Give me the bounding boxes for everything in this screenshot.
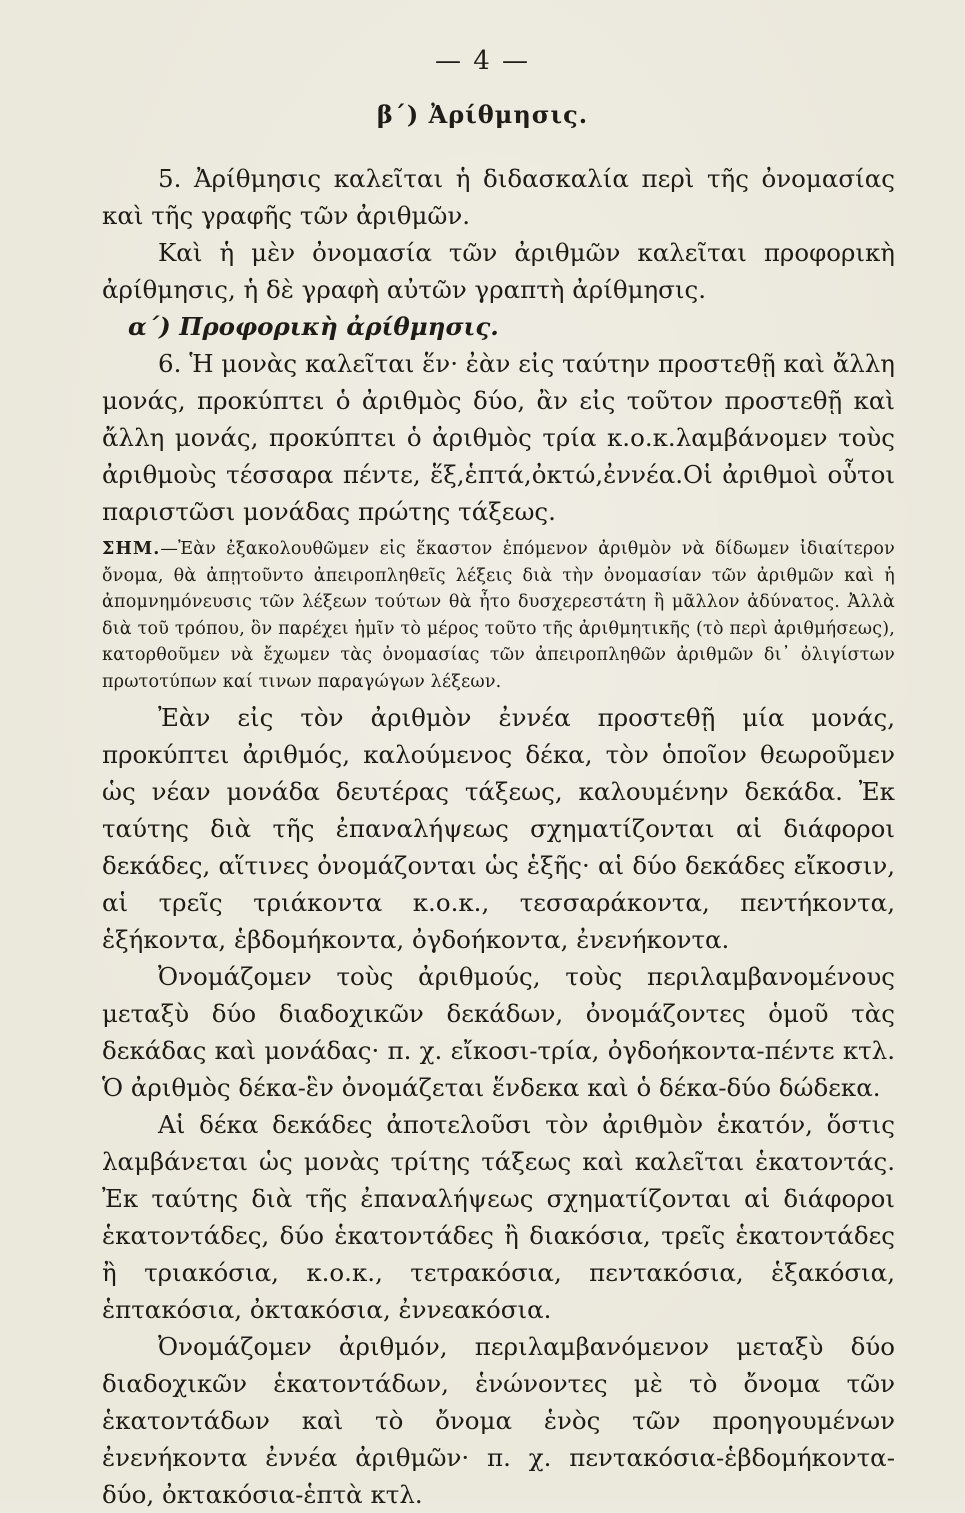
section-heading: β΄) Ἀρίθμησις. [376,100,589,129]
note-block [102,536,895,695]
paragraph-tens: Ἐὰν εἰς τὸν ἀριθμὸν ἐννέα προστεθῇ μία μονάς, προκύπτει ἀριθμός, καλούμενος δέκα, τὸν ὁποῖον θεωροῦμεν ὡς νέαν μονάδα δευτέρας τάξεως, καλουμένην δεκάδα. Ἐκ ταύτης διὰ τῆς ἐπαναλήψεως σχηματίζονται αἱ διάφοροι δεκάδες, αἵτινες ὀνομάζονται ὡς ἑξῆς· αἱ δύο δεκάδες εἴκοσιν, αἱ τρεῖς τριάκοντα κ.ο.κ., τεσσαράκοντα, πεντήκοντα, ἑξήκοντα, ἑβδομήκοντα, ὀγδοήκοντα, ἐνενήκοντα. [102,703,895,954]
page-number: — 4 — [434,46,531,76]
paragraph-naming-between-hundreds: Ὀνομάζομεν ἀριθμόν, περιλαμβανόμενον μεταξὺ δύο διαδοχικῶν ἑκατοντάδων, ἑνώνοντες μὲ τὸ ὄνομα τῶν ἑκατοντάδων καὶ τὸ ὄνομα ἑνὸς τῶν προηγουμένων ἐνενήκοντα ἐννέα ἀριθμῶν· π. χ. πεντακόσια-ἑβδομήκοντα-δύο, ὀκτακόσια-ἑπτὰ κτλ. [102,1332,895,1509]
note-label: ΣΗΜ. [102,539,161,559]
note-text: —Ἐὰν ἐξακολουθῶμεν εἰς ἕκαστον ἑπόμενον ἀριθμὸν νὰ δίδωμεν ἰδιαίτερον ὄνομα, θὰ ἀπῃτοῦντο ἀπειροπληθεῖς λέξεις διὰ τὴν ὀνομασίαν τῶν ἀριθμῶν καὶ ἡ ἀπομνημόνευσις τῶν λέξεων τούτων θὰ ἦτο δυσχερεστάτη ἢ μᾶλλον ἀδύνατος. Ἀλλὰ διὰ τοῦ τρόπου, ὃν παρέχει ἡμῖν τὸ μέρος τοῦτο τῆς ἀριθμητικῆς (τὸ περὶ ἀριθμήσεως), κατορθοῦμεν νὰ ἔχωμεν τὰς ὀνομασίας τῶν ἀπειροπληθῶν ἀριθμῶν δι᾽ ὀλιγίστων πρωτοτύπων καί τινων παραγώγων λέξεων. [102,539,895,692]
subsection-heading: α΄) Προφορικὴ ἀρίθμησις. [128,312,499,341]
paragraph-units: 6. Ἡ μονὰς καλεῖται ἕν· ἐὰν εἰς ταύτην προστεθῇ καὶ ἄλλη μονάς, προκύπτει ὁ ἀριθμὸς δύο, ἂν εἰς τοῦτον προστεθῇ καὶ ἄλλη μονάς, προκύπτει ὁ ἀριθμὸς τρία κ.ο.κ.λαμβάνομεν τοὺς ἀριθμοὺς τέσσαρα πέντε, ἕξ,ἑπτά,ὀκτώ,ἐννέα.Οἱ ἀριθμοὶ οὗτοι παριστῶσι μονάδας πρώτης τάξεως. [102,349,895,526]
paragraph-hundreds: Αἱ δέκα δεκάδες ἀποτελοῦσι τὸν ἀριθμὸν ἑκατόν, ὅστις λαμβάνεται ὡς μονὰς τρίτης τάξεως καὶ καλεῖται ἑκατοντάς. Ἐκ ταύτης διὰ τῆς ἐπαναλήψεως σχηματίζονται αἱ διάφοροι ἑκατοντάδες, δύο ἑκατοντάδες ἢ διακόσια, τρεῖς ἑκατοντάδες ἢ τριακόσια, κ.ο.κ., τετρακόσια, πεντακόσια, ἑξακόσια, ἑπτακόσια, ὀκτακόσια, ἐννεακόσια. [102,1110,895,1324]
body-text [102,160,895,1513]
paragraph-definition: 5. Ἀρίθμησις καλεῖται ἡ διδασκαλία περὶ τῆς ὀνομασίας καὶ τῆς γραφῆς τῶν ἀριθμῶν. [102,164,895,230]
paragraph-oral-written: Καὶ ἡ μὲν ὀνομασία τῶν ἀριθμῶν καλεῖται προφορικὴ ἀρίθμησις, ἡ δὲ γραφὴ αὐτῶν γραπτὴ ἀρίθμησις. [102,238,895,304]
paragraph-naming-between-tens: Ὀνομάζομεν τοὺς ἀριθμούς, τοὺς περιλαμβανομένους μεταξὺ δύο διαδοχικῶν δεκάδων, ὀνομάζοντες ὁμοῦ τὰς δεκάδας καὶ μονάδας· π. χ. εἴκοσι-τρία, ὀγδοήκοντα-πέντε κτλ. Ὁ ἀριθμὸς δέκα-ἓν ὀνομάζεται ἕνδεκα καὶ ὁ δέκα-δύο δώδεκα. [102,962,895,1102]
